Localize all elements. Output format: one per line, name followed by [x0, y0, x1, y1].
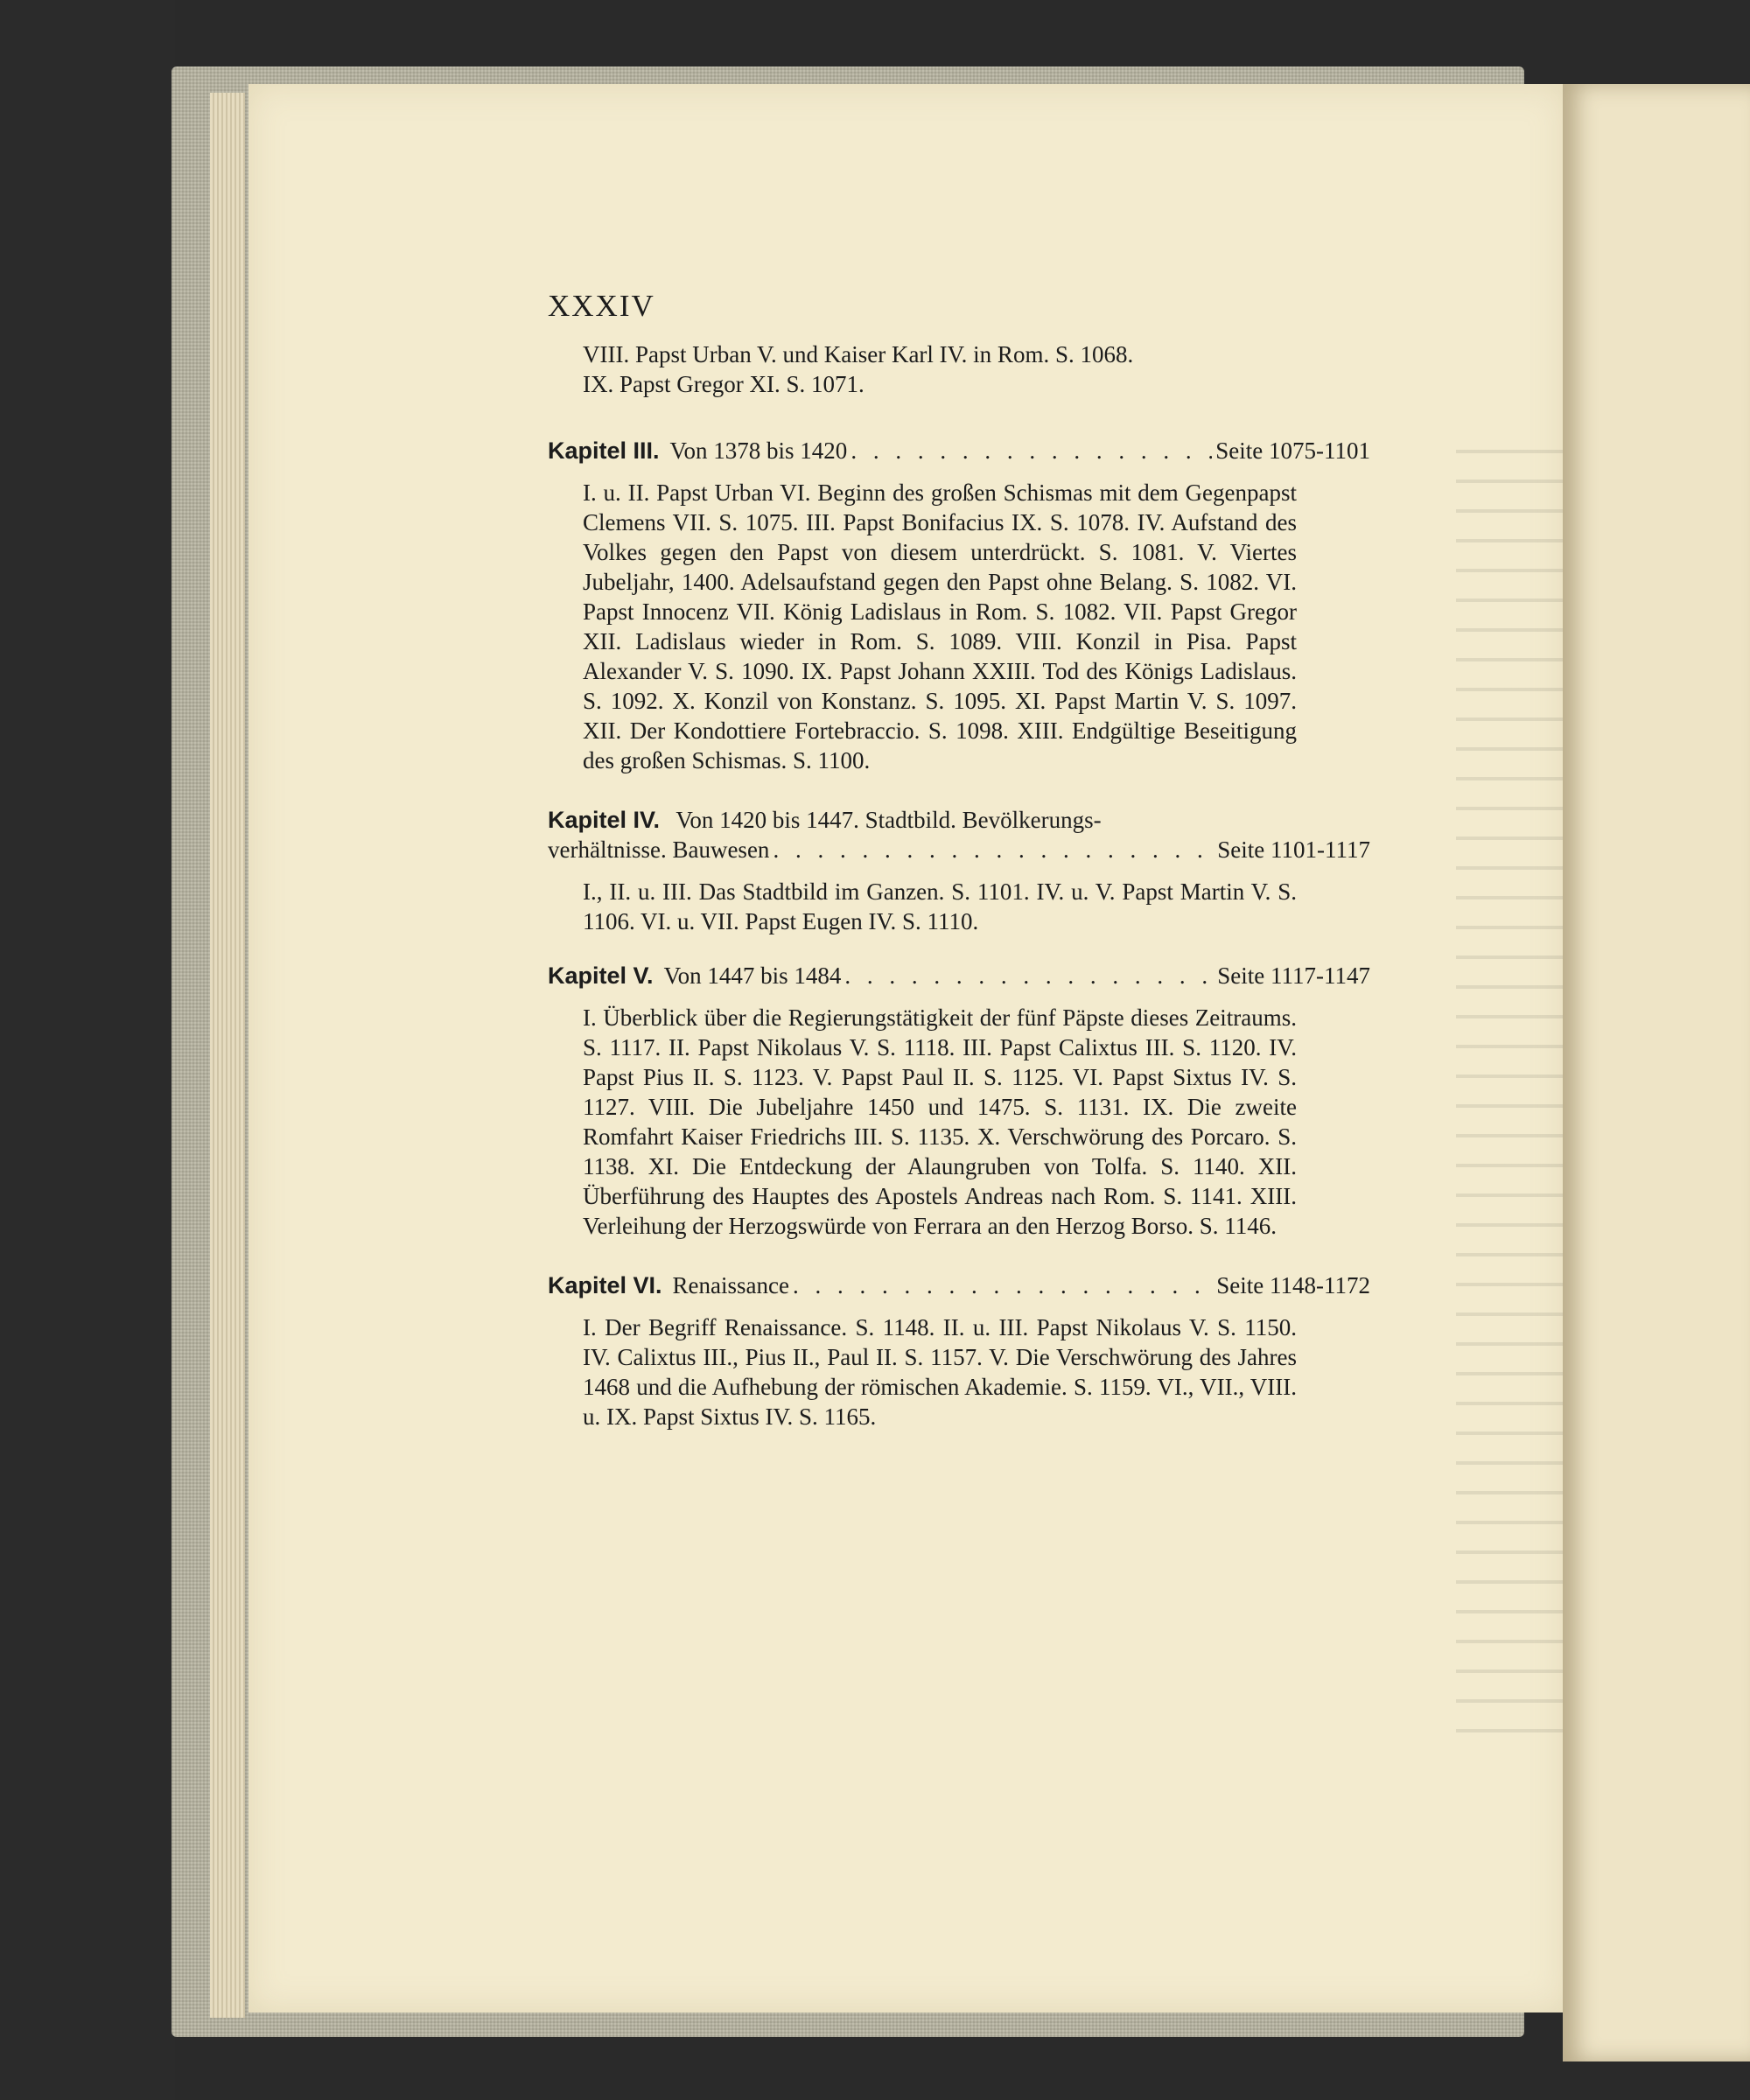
chapter-summary: I. Der Begriff Renaissance. S. 1148. II. u. III. Papst Nikolaus V. S. 1150. IV. Calixtus III., Pius II., Paul II. S. 1157. V. Die Verschwörung des Jahres 1468 und die Aufhebung der römischen Akademie. S. 1159. VI., VII., VIII. u. IX. Papst Sixtus IV. S. 1165. — [583, 1314, 1297, 1430]
background — [0, 0, 175, 2100]
leader-dots — [793, 1270, 1213, 1300]
chapter-heading — [548, 1270, 1370, 1300]
chapter-pages: Seite 1148-1172 — [1216, 1272, 1370, 1298]
chapter-summary: I. Überblick über die Regierungstätigkeit der fünf Päpste dieses Zeitraums. S. 1117. II. Papst Nikolaus V. S. 1118. III. Papst Calixtus III. S. 1120. IV. Papst Pius II. S. 1123. V. Papst Paul II. S. 1125. VI. Papst Sixtus IV. S. 1127. VIII. Die Jubeljahre 1450 und 1475. S. 1131. IX. Die zweite Romfahrt Kaiser Friedrichs III. S. 1135. X. Verschwörung des Porcaro. S. 1138. XI. Die Entdeckung der Alaungruben von Tolfa. S. 1140. XII. Überführung des Hauptes des Apostels Andreas nach Rom. S. 1141. XIII. Verleihung der Herzogswürde von Ferrara an den Herzog Borso. S. 1146. — [583, 1004, 1297, 1239]
chapter-summary: I., II. u. III. Das Stadtbild im Ganzen. S. 1101. IV. u. V. Papst Martin V. S. 1106. VI. u. VII. Papst Eugen IV. S. 1110. — [583, 878, 1297, 934]
chapter-entry — [548, 961, 1370, 1241]
leader-dots — [773, 835, 1214, 864]
chapter-heading — [548, 436, 1370, 466]
chapter-entry — [548, 1270, 1370, 1432]
chapter-heading — [548, 805, 1370, 864]
chapter-label: Kapitel VI. — [548, 1272, 662, 1298]
chapter-title-continued: verhältnisse. Bauwesen — [548, 836, 770, 863]
chapter-title: Renaissance — [672, 1272, 789, 1298]
chapter-label: Kapitel IV. — [548, 807, 661, 833]
chapter-label: Kapitel III. — [548, 438, 660, 464]
intro-line: IX. Papst Gregor XI. S. 1071. — [583, 371, 864, 397]
chapter-heading — [548, 961, 1370, 990]
chapter-summary: I. u. II. Papst Urban VI. Beginn des großen Schismas mit dem Gegenpapst Clemens VII. S. 1075. III. Papst Bonifacius IX. S. 1078. IV. Aufstand des Volkes gegen den Papst von diesem unterdrückt. S. 1081. V. Viertes Jubeljahr, 1400. Adelsaufstand gegen den Papst ohne Belang. S. 1082. VI. Papst Innocenz VII. König Ladislaus in Rom. S. 1082. VII. Papst Gregor XII. Ladislaus wieder in Rom. S. 1089. VIII. Konzil in Pisa. Papst Alexander V. S. 1090. IX. Papst Johann XXIII. Tod des Königs Ladislaus. S. 1092. X. Konzil von Konstanz. S. 1095. XI. Papst Martin V. S. 1097. XII. Der Kondottiere Fortebraccio. S. 1098. XIII. Endgültige Beseitigung des großen Schismas. S. 1100. — [583, 480, 1297, 774]
chapter-title: Von 1378 bis 1420 — [669, 438, 848, 464]
table-of-contents — [548, 289, 1370, 1432]
intro-line: VIII. Papst Urban V. und Kaiser Karl IV. in Rom. S. 1068. — [583, 341, 1134, 368]
page-number: XXXIV — [548, 289, 655, 323]
facing-page — [1563, 84, 1750, 2062]
chapter-pages: Seite 1117-1147 — [1217, 962, 1370, 989]
leader-dots — [844, 961, 1214, 990]
chapter-title: Von 1420 bis 1447. Stadtbild. Bevölkerungs- — [676, 807, 1102, 833]
leader-dots — [850, 436, 1212, 466]
chapter-entry — [548, 436, 1370, 775]
page-edges — [210, 93, 245, 2018]
chapter-entry — [548, 805, 1370, 936]
chapter-pages: Seite 1075-1101 — [1215, 438, 1370, 464]
chapter-title: Von 1447 bis 1484 — [663, 962, 842, 989]
chapter-pages: Seite 1101-1117 — [1217, 836, 1370, 863]
chapter-label: Kapitel V. — [548, 962, 654, 989]
